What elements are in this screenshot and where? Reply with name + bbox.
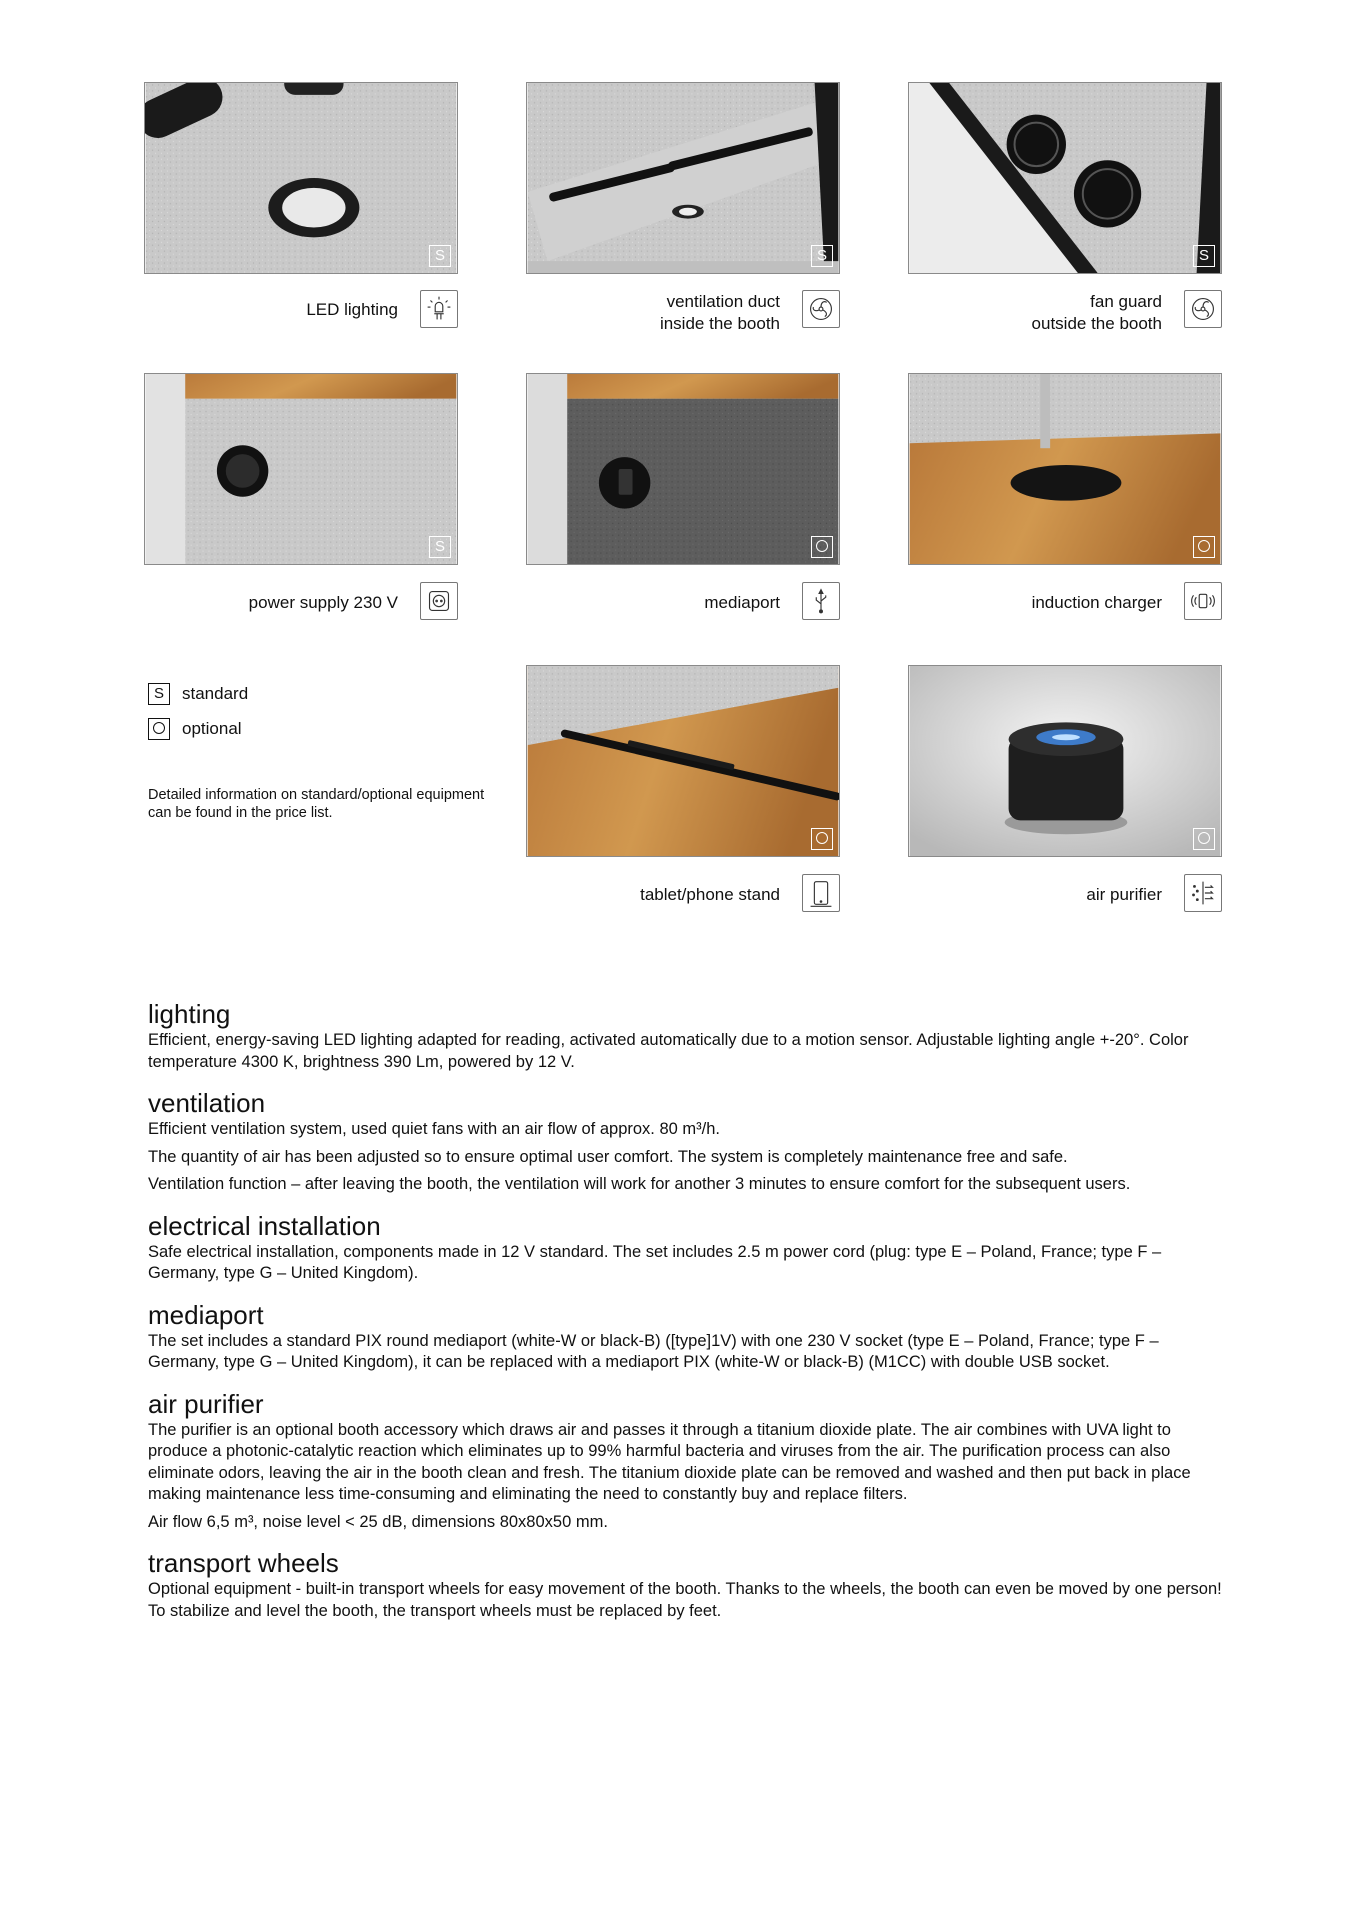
optional-legend-label: optional xyxy=(182,719,242,738)
standard-legend-label: standard xyxy=(182,684,249,703)
led-lighting-photo xyxy=(144,82,458,274)
caption-line: LED lighting xyxy=(306,300,398,319)
section-transport-wheels xyxy=(148,1547,1228,1622)
fan-guard-photo xyxy=(908,82,1222,274)
caption-line: power supply 230 V xyxy=(248,593,398,612)
induction-caption xyxy=(862,592,1162,614)
socket-icon xyxy=(420,582,458,620)
section-title: ventilation xyxy=(148,1088,266,1118)
power-supply-photo xyxy=(144,373,458,565)
section-title: mediaport xyxy=(148,1299,264,1330)
mediaport-photo xyxy=(526,373,840,565)
legend-optional xyxy=(148,718,242,740)
section-paragraph: The quantity of air has been adjusted so to ensure optimal user comfort. The system is completely maintenance free and safe. xyxy=(148,1147,1068,1166)
section-paragraph: Air flow 6,5 m³, noise level < 25 dB, dimensions 80x80x50 mm. xyxy=(148,1512,608,1531)
fan-icon xyxy=(802,290,840,328)
caption-line: ventilation duct xyxy=(666,292,780,311)
tablet-stand-photo xyxy=(526,665,840,857)
purifier-caption xyxy=(862,884,1162,906)
standard-badge: S xyxy=(429,536,451,558)
caption-line: induction charger xyxy=(1031,593,1162,612)
section-paragraph: The set includes a standard PIX round mediaport (white-W or black-B) ([type]1V) with one 230 V socket (type E – Poland, France; type F – Germany, type G – United Kingdom), it can be replaced with a mediaport PIX (white-W or black-B) (M1CC) with double USB socket. xyxy=(148,1331,1159,1371)
caption-line: inside the booth xyxy=(659,314,780,333)
optional-badge xyxy=(1193,536,1215,558)
standard-badge: S xyxy=(811,245,833,267)
led-caption xyxy=(98,299,398,321)
air-purifier-photo xyxy=(908,665,1222,857)
optional-badge xyxy=(1193,828,1215,850)
section-title: air purifier xyxy=(148,1388,264,1419)
section-paragraph: Efficient ventilation system, used quiet fans with an air flow of approx. 80 m³/h. xyxy=(148,1120,720,1138)
section-ventilation xyxy=(148,1087,1228,1196)
legend-standard xyxy=(148,683,248,705)
optional-badge xyxy=(811,536,833,558)
air-purifier-icon xyxy=(1184,874,1222,912)
section-title: electrical installation xyxy=(148,1210,381,1241)
fan-icon xyxy=(1184,290,1222,328)
caption-line: fan guard xyxy=(1090,292,1162,311)
usb-icon xyxy=(802,582,840,620)
ventilation-duct-photo xyxy=(526,82,840,274)
mediaport-caption xyxy=(480,592,780,614)
phone-icon xyxy=(802,874,840,912)
standard-badge: S xyxy=(429,245,451,267)
optional-badge xyxy=(811,828,833,850)
caption-line: outside the booth xyxy=(1031,314,1162,333)
section-lighting xyxy=(148,998,1228,1073)
standard-legend-icon: S xyxy=(148,683,170,705)
section-air-purifier xyxy=(148,1388,1228,1534)
fan-guard-caption xyxy=(862,291,1162,335)
section-title: lighting xyxy=(148,999,231,1029)
section-electrical-installation xyxy=(148,1210,1228,1285)
caption-line: tablet/phone stand xyxy=(640,885,780,904)
section-paragraph: Optional equipment - built-in transport wheels for easy movement of the booth. Thanks to the wheels, the booth can even be moved by one person! To stabilize and level the booth, the transport wheels must be replaced by feet. xyxy=(148,1580,1222,1620)
description-sections xyxy=(148,998,1228,1636)
wireless-charge-icon xyxy=(1184,582,1222,620)
standard-badge: S xyxy=(1193,245,1215,267)
power-caption xyxy=(98,592,398,614)
section-paragraph: Ventilation function – after leaving the booth, the ventilation will work for another 3 minutes to ensure comfort for the subsequent users. xyxy=(148,1175,1131,1193)
section-paragraph: Safe electrical installation, components made in 12 V standard. The set includes 2.5 m power cord (plug: type E – Poland, France; type F – Germany, type G – United Kingdom). xyxy=(148,1242,1162,1282)
section-mediaport xyxy=(148,1299,1228,1374)
caption-line: air purifier xyxy=(1086,885,1162,904)
ventilation-caption xyxy=(480,291,780,335)
legend-note: Detailed information on standard/optional equipment can be found in the price list. xyxy=(148,787,485,821)
section-title: transport wheels xyxy=(148,1548,339,1578)
optional-legend-icon xyxy=(148,718,170,740)
caption-line: mediaport xyxy=(704,593,780,612)
section-paragraph: The purifier is an optional booth accessory which draws air and passes it through a titanium dioxide plate. The air combines with UVA light to produce a photonic-catalytic reaction which eliminates up to 99% harmful bacteria and viruses from the air. The purification process can also eliminate odors, leaving the air in the booth clean and fresh. The titanium dioxide plate can be removed and washed and then put back in place making maintenance less time-consuming and eliminating the need to constantly buy and replace filters. xyxy=(148,1420,1191,1503)
led-bulb-icon xyxy=(420,290,458,328)
tablet-caption xyxy=(480,884,780,906)
induction-charger-photo xyxy=(908,373,1222,565)
section-paragraph: Efficient, energy-saving LED lighting adapted for reading, activated automatically due to a motion sensor. Adjustable lighting angle +-20°. Color temperature 4300 K, brightness 390 Lm, powered by 12 V. xyxy=(148,1031,1189,1071)
